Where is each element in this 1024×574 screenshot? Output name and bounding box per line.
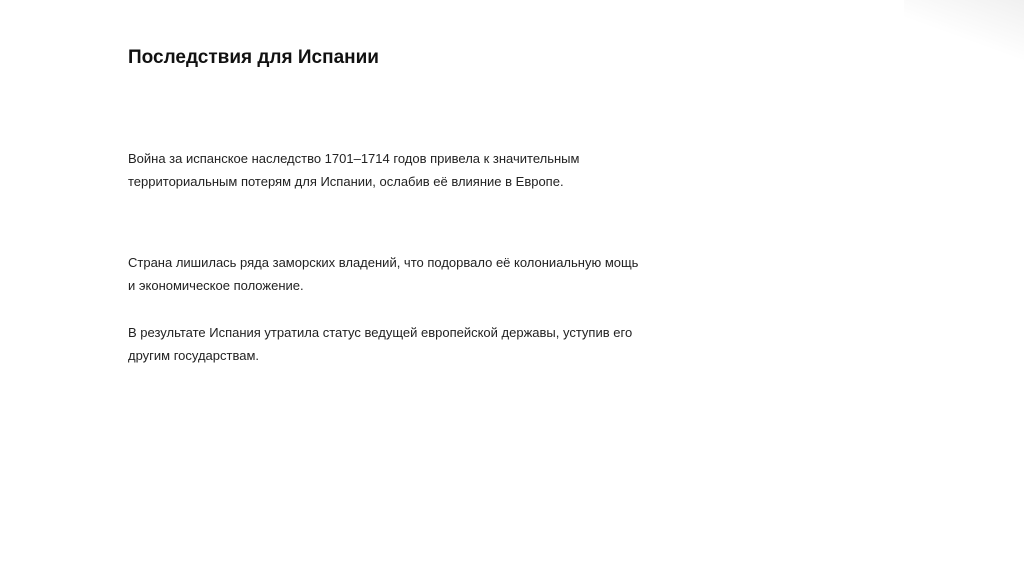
paragraph-line: и экономическое положение. [128, 278, 304, 293]
paragraph-line: другим государствам. [128, 348, 260, 363]
paragraph-line: В результате Испания утратила статус ведущей европейской державы, уступив его [128, 325, 633, 340]
paragraph-2 [128, 251, 688, 297]
slide-title: Последствия для Испании [128, 47, 379, 68]
paragraph-3 [128, 321, 688, 367]
corner-shadow [904, 0, 1024, 60]
paragraph-line: Война за испанское наследство 1701–1714 годов привела к значительным [128, 151, 580, 166]
paragraph-line: территориальным потерям для Испании, ослабив её влияние в Европе. [128, 174, 564, 189]
paragraph-1 [128, 147, 688, 193]
paragraph-line: Страна лишилась ряда заморских владений, что подорвало её колониальную мощь [128, 255, 639, 270]
